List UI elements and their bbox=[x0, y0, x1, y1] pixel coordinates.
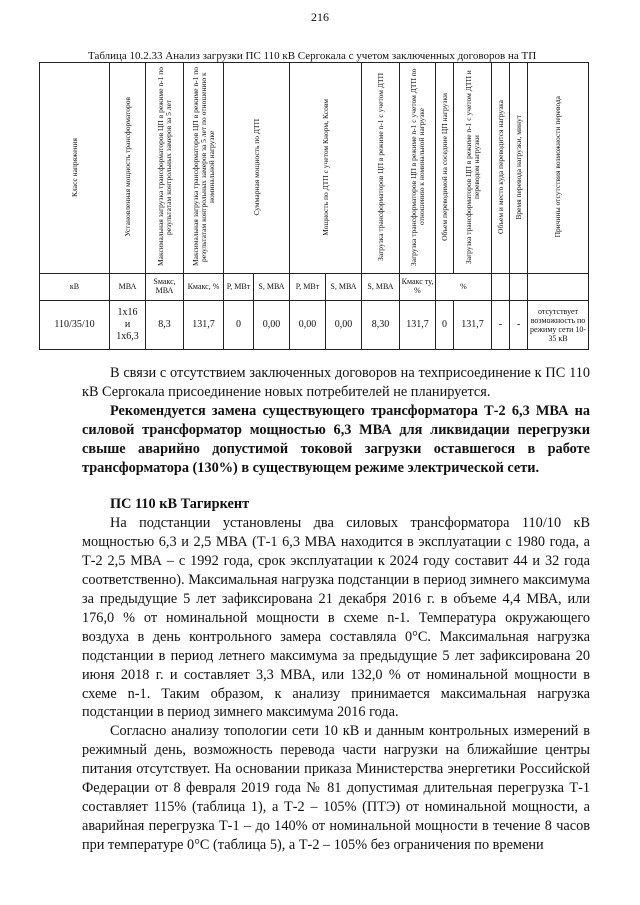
header-cell: Установленная мощность трансформаторов bbox=[110, 63, 146, 274]
unit-cell: S, МВА bbox=[254, 274, 290, 301]
header-cell: Класс напряжения bbox=[40, 63, 110, 274]
paragraph: В связи с отсутствием заключенных договоров на техприсоединение к ПС 110 кВ Сергокала присоединение новых потребителей не планируется. bbox=[82, 365, 590, 400]
header-cell: Загрузка трансформаторов ЦП в режиме n-1 с учетом ДТП по отношению к номинальной нагрузке bbox=[400, 63, 436, 274]
p-norm-cell: 0,00 bbox=[290, 301, 326, 350]
unit-cell: кВ bbox=[40, 274, 110, 301]
table-caption: Таблица 10.2.33 Анализ загрузки ПС 110 кВ Сергокала с учетом заключенных договоров на ТП bbox=[88, 50, 537, 62]
unit-cell bbox=[492, 274, 510, 301]
spacer bbox=[82, 477, 590, 495]
section-heading: ПС 110 кВ Тагиркент bbox=[110, 496, 250, 513]
header-cell: Время перевода нагрузки, минут bbox=[510, 63, 528, 274]
page-number: 216 bbox=[311, 10, 329, 24]
units-row bbox=[40, 274, 589, 301]
paragraph: Согласно анализу топологии сети 10 кВ и данным контрольных измерений в режимный день, возможность перевода части нагрузки на ближайшие центры питания отсутствует. На основании приказа Министерства энергетики Российской Федерации от 8 февраля 2019 года № 81 допустимая длительная перегрузка Т-1 составляет 115% (таблица 1), а Т-2 – 105% (ПТЭ) от номинальной мощности, а аварийная перегрузка Т-1 – до 140% от номинальной мощности в течение 8 часов при температуре 0°С (таблица 5), а Т-2 – 105% без ограничения по времени bbox=[82, 723, 590, 853]
power-line: и bbox=[124, 319, 131, 330]
unit-cell: Кмакс ту, % bbox=[400, 274, 436, 301]
unit-cell: S, МВА bbox=[326, 274, 362, 301]
unit-cell: Р, МВт bbox=[224, 274, 254, 301]
p-dtp-cell: 0 bbox=[224, 301, 254, 350]
voltage-cell: 110/35/10 bbox=[40, 301, 110, 350]
transfer-cell: 0 bbox=[436, 301, 454, 350]
table-row bbox=[40, 301, 589, 350]
recommendation-paragraph: Рекомендуется замена существующего трансформатора Т-2 6,3 МВА на силовой трансформатор мощностью 6,3 МВА для ликвидации перегрузки свыше аварийно допустимой токовой загрузки оставшегося в работе трансформатора (130%) в существующем режиме электрической сети. bbox=[82, 402, 590, 476]
place-cell: - bbox=[492, 301, 510, 350]
k-load-cell: 131,7 bbox=[400, 301, 436, 350]
header-cell: Максимальная загрузка трансформаторов ЦП в режиме n-1 по результатам контрольных замеров за 5 лет по отношению к номинальной нагрузке bbox=[184, 63, 224, 274]
header-cell: Загрузка трансформаторов ЦП в режиме n-1 с учетом ДТП и переводом нагрузки bbox=[454, 63, 492, 274]
kmax-cell: 131,7 bbox=[184, 301, 224, 350]
unit-cell: МВА bbox=[110, 274, 146, 301]
header-cell: Причины отсутствия возможности перевода bbox=[528, 63, 589, 274]
s-norm-cell: 0,00 bbox=[326, 301, 362, 350]
unit-cell: Р, МВт bbox=[290, 274, 326, 301]
k-transfer-cell: 131,7 bbox=[454, 301, 492, 350]
unit-cell: S, МВА bbox=[362, 274, 400, 301]
s-load-cell: 8,30 bbox=[362, 301, 400, 350]
smax-cell: 8,3 bbox=[146, 301, 184, 350]
header-row bbox=[40, 63, 589, 274]
unit-cell bbox=[528, 274, 589, 301]
power-line: 1х16 bbox=[117, 307, 138, 318]
power-cell bbox=[110, 301, 146, 350]
header-cell: Максимальная загрузка трансформаторов ЦП в режиме n-1 по результатам контрольных замеров за 5 лет bbox=[146, 63, 184, 274]
unit-cell: % bbox=[436, 274, 492, 301]
time-cell: - bbox=[510, 301, 528, 350]
unit-cell bbox=[510, 274, 528, 301]
s-dtp-cell: 0,00 bbox=[254, 301, 290, 350]
reason-cell: отсутствует возможность по режиму сети 10-35 кВ bbox=[528, 301, 589, 350]
header-cell: Объем переводимой на соседние ЦП нагрузки bbox=[436, 63, 454, 274]
load-analysis-table bbox=[39, 62, 589, 350]
body-text bbox=[82, 364, 590, 855]
header-cell: Мощность по ДТП с учетом Кнорм, Ксовм bbox=[290, 63, 362, 274]
power-line: 1х6,3 bbox=[116, 331, 139, 342]
unit-cell: Sмакс, МВА bbox=[146, 274, 184, 301]
header-cell: Объем и место куда переводится нагрузка bbox=[492, 63, 510, 274]
paragraph: На подстанции установлены два силовых трансформатора 110/10 кВ мощностью 6,3 и 2,5 МВА (Т-1 6,3 МВА находится в эксплуатации с 1980 года, а Т-2 2,5 МВА – с 1992 года, срок эксплуатации к 2024 году составит 44 и 32 года соответственно). Максимальная нагрузка подстанции в период зимнего максимума за предыдущие 5 лет зафиксирована 21 декабря 2016 г. в объеме 4,4 МВА, или 176,0 % от номинальной мощности в схеме n-1. Температура окружающего воздуха в день контрольного замера составляла 0°С. Максимальная нагрузка подстанции в период летнего максимума за предыдущие 5 лет зафиксирована 20 июня 2018 г. и составляет 3,3 МВА, или 132,0 % от номинальной мощности в схеме n-1. Таким образом, к анализу принимается максимальная нагрузка подстанции в период зимнего максимума 2016 года. bbox=[82, 515, 590, 721]
unit-cell: Кмакс, % bbox=[184, 274, 224, 301]
header-cell: Загрузка трансформаторов ЦП в режиме n-1 с учетом ДТП bbox=[362, 63, 400, 274]
header-cell: Суммарная мощность по ДТП bbox=[224, 63, 290, 274]
